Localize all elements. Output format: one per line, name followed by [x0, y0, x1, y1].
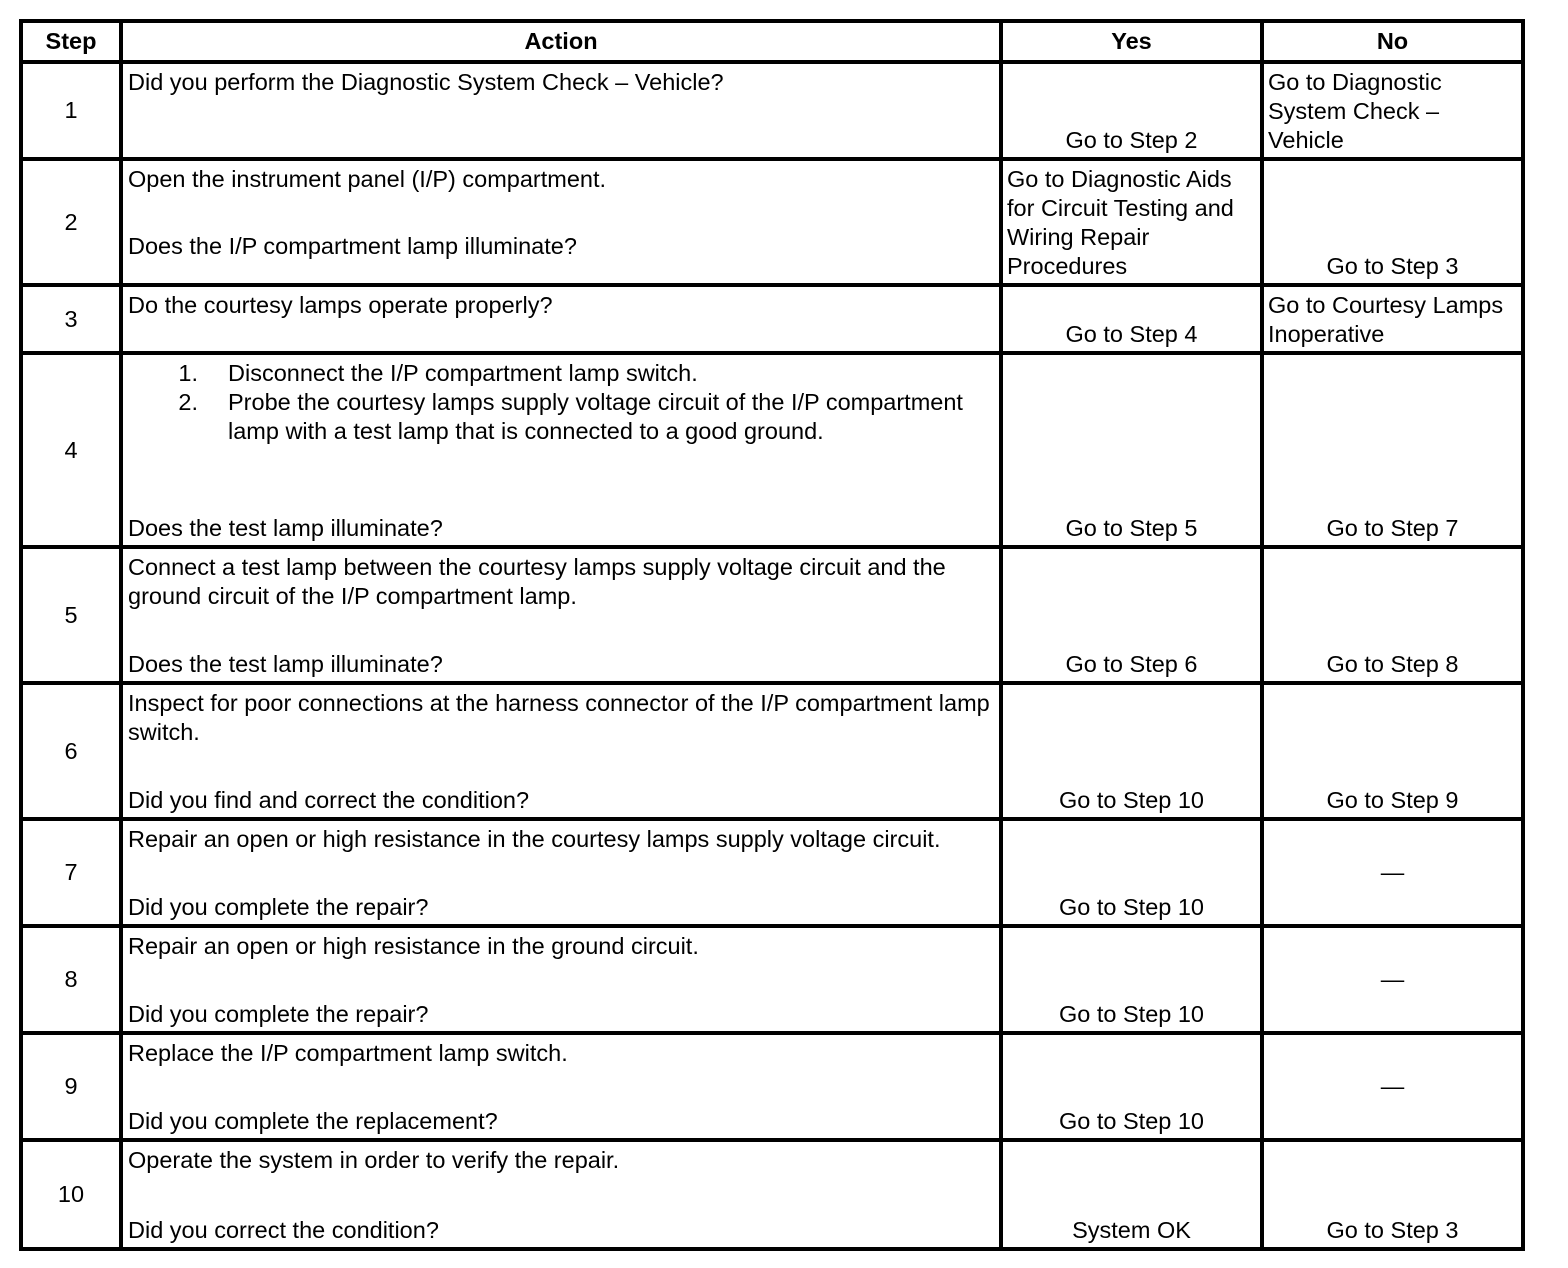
action-text: Inspect for poor connections at the harness connector of the I/P compartment lamp switch.	[128, 690, 990, 745]
header-no: No	[1262, 21, 1523, 62]
action-cell	[121, 926, 1001, 1033]
yes-cell	[1001, 62, 1262, 159]
table-row	[21, 819, 1523, 926]
action-cell	[121, 159, 1001, 285]
action-text: Open the instrument panel (I/P) compartment.	[128, 166, 607, 192]
table-row	[21, 353, 1523, 547]
no-cell	[1262, 683, 1523, 819]
action-text: Do the courtesy lamps operate properly?	[128, 292, 553, 318]
yes-cell	[1001, 1033, 1262, 1140]
action-question: Does the I/P compartment lamp illuminate?	[128, 233, 577, 259]
action-text: Connect a test lamp between the courtesy lamps supply voltage circuit and the ground circuit of the I/P compartment lamp.	[128, 554, 946, 609]
no-cell	[1262, 1033, 1523, 1140]
no-cell	[1262, 159, 1523, 285]
step-number: 4	[21, 353, 121, 547]
yes-cell	[1001, 353, 1262, 547]
table-row	[21, 1033, 1523, 1140]
no-text: —	[1380, 966, 1405, 992]
yes-cell	[1001, 159, 1262, 285]
yes-text: Go to Step 6	[1065, 651, 1198, 677]
no-cell	[1262, 547, 1523, 683]
yes-cell	[1001, 926, 1262, 1033]
yes-text: Go to Step 2	[1065, 127, 1198, 153]
table-row	[21, 547, 1523, 683]
no-text: Go to Step 3	[1326, 253, 1459, 279]
step-number: 7	[21, 819, 121, 926]
no-cell	[1262, 285, 1523, 353]
step-number: 1	[21, 62, 121, 159]
no-text: Go to Step 7	[1326, 515, 1459, 541]
action-cell	[121, 819, 1001, 926]
action-question: Did you complete the repair?	[128, 1001, 429, 1027]
yes-cell	[1001, 285, 1262, 353]
step-number: 8	[21, 926, 121, 1033]
action-question: Did you complete the repair?	[128, 894, 429, 920]
no-cell	[1262, 819, 1523, 926]
no-cell	[1262, 353, 1523, 547]
step-number: 3	[21, 285, 121, 353]
action-text: Replace the I/P compartment lamp switch.	[128, 1040, 568, 1066]
action-question: Did you correct the condition?	[128, 1217, 439, 1243]
yes-text: Go to Diagnostic Aids for Circuit Testing and Wiring Repair Procedures	[1007, 166, 1234, 279]
step-number: 10	[21, 1140, 121, 1249]
action-text: Operate the system in order to verify the repair.	[128, 1147, 620, 1173]
no-cell	[1262, 1140, 1523, 1249]
step-number: 5	[21, 547, 121, 683]
yes-text: Go to Step 10	[1058, 894, 1205, 920]
header-row	[21, 21, 1523, 62]
action-question: Does the test lamp illuminate?	[128, 515, 443, 541]
step-number: 9	[21, 1033, 121, 1140]
header-action: Action	[121, 21, 1001, 62]
yes-cell	[1001, 547, 1262, 683]
yes-text: Go to Step 10	[1058, 1108, 1205, 1134]
table-row	[21, 62, 1523, 159]
yes-text: Go to Step 5	[1065, 515, 1198, 541]
table-row	[21, 285, 1523, 353]
yes-text: Go to Step 10	[1058, 787, 1205, 813]
yes-cell	[1001, 819, 1262, 926]
action-cell	[121, 353, 1001, 547]
action-cell	[121, 1033, 1001, 1140]
action-question: Did you find and correct the condition?	[128, 787, 530, 813]
action-text: Did you perform the Diagnostic System Check – Vehicle?	[128, 69, 724, 95]
action-question: Did you complete the replacement?	[128, 1108, 498, 1134]
table-row	[21, 926, 1523, 1033]
diagnostic-table	[19, 19, 1525, 1251]
action-cell	[121, 1140, 1001, 1249]
action-text: Repair an open or high resistance in the ground circuit.	[128, 933, 699, 959]
yes-cell	[1001, 683, 1262, 819]
step-number: 6	[21, 683, 121, 819]
no-cell	[1262, 926, 1523, 1033]
list-item: 1. Disconnect the I/P compartment lamp switch.	[178, 360, 698, 386]
action-cell	[121, 62, 1001, 159]
step-number: 2	[21, 159, 121, 285]
action-cell	[121, 547, 1001, 683]
no-text: Go to Step 9	[1326, 787, 1459, 813]
action-question: Does the test lamp illuminate?	[128, 651, 443, 677]
action-cell	[121, 683, 1001, 819]
header-yes: Yes	[1001, 21, 1262, 62]
no-text: —	[1380, 1073, 1405, 1099]
action-text: Repair an open or high resistance in the courtesy lamps supply voltage circuit.	[128, 826, 941, 852]
no-text: Go to Step 3	[1326, 1217, 1459, 1243]
yes-cell	[1001, 1140, 1262, 1249]
action-steps-list	[128, 359, 995, 446]
no-text: Go to Courtesy Lamps Inoperative	[1268, 292, 1504, 347]
yes-text: Go to Step 10	[1058, 1001, 1205, 1027]
header-step: Step	[21, 21, 121, 62]
no-cell	[1262, 62, 1523, 159]
yes-text: System OK	[1072, 1217, 1191, 1243]
yes-text: Go to Step 4	[1065, 321, 1198, 347]
no-text: —	[1380, 859, 1405, 885]
no-text: Go to Step 8	[1326, 651, 1459, 677]
table-row	[21, 683, 1523, 819]
action-cell	[121, 285, 1001, 353]
table-row	[21, 1140, 1523, 1249]
list-item: 2. Probe the courtesy lamps supply voltage circuit of the I/P compartment lamp with a test lamp that is connected to a good ground.	[178, 389, 963, 444]
no-text: Go to Diagnostic System Check – Vehicle	[1268, 69, 1442, 153]
table-row	[21, 159, 1523, 285]
